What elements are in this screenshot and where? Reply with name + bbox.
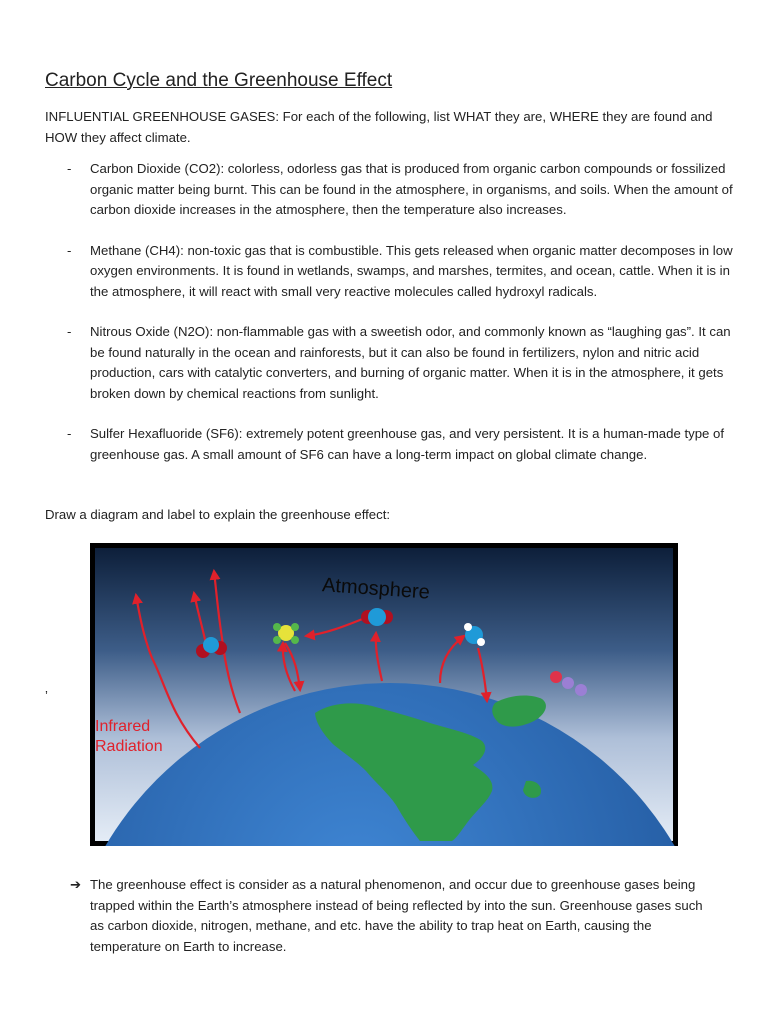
- list-item-n2o: [45, 322, 735, 404]
- list-item-ch4: [45, 241, 735, 303]
- gas-list: [45, 159, 735, 485]
- bullet-marker: -: [67, 426, 72, 441]
- conclusion-paragraph: [70, 875, 720, 957]
- list-item-sf6: [45, 424, 735, 465]
- bullet-marker: -: [67, 242, 72, 258]
- gas-description: Carbon Dioxide (CO2): colorless, odorless gas that is produced from organic carbon compounds or fossilized organic matter being burnt. This can be found in the atmosphere, in organisms, and soils. When the amount of carbon dioxide increases in the atmosphere, then the temperature also increases.: [90, 161, 733, 217]
- bullet-marker: -: [67, 324, 72, 339]
- co2-molecule-center: [361, 608, 393, 626]
- stray-apostrophe: ’: [45, 688, 48, 703]
- infrared-label-line1: Infrared: [95, 718, 151, 735]
- right-arrow-icon: ➔: [70, 877, 82, 892]
- gas-description: Nitrous Oxide (N2O): non-flammable gas with a sweetish odor, and commonly known as “laughing gas”. It can be found naturally in the ocean and rainforests, but it can also be found in fertilizers, nylon and nitric acid production, cars with catalytic converters, and burning of organic matter. When it is in the atmosphere, it gets broken down by chemical reactions from sunlight.: [90, 324, 731, 401]
- gas-description: Methane (CH4): non-toxic gas that is combustible. This gets released when organic matter decomposes in low oxygen environments. It is found in wetlands, swamps, and marshes, termites, and ocean, cattle. When it is in the atmosphere, it will react with small very reactive molecules called hydroxyl radicals.: [90, 242, 733, 299]
- gas-description: Sulfer Hexafluoride (SF6): extremely potent greenhouse gas, and very persistent. It is a human-made type of greenhouse gas. A small amount of SF6 can have a long-term impact on global climate change.: [90, 426, 725, 462]
- bullet-marker: -: [67, 161, 72, 176]
- greenhouse-diagram: [90, 543, 678, 846]
- page-title: Carbon Cycle and the Greenhouse Effect: [45, 70, 393, 91]
- conclusion-text: The greenhouse effect is consider as a natural phenomenon, and occur due to greenhouse gases being trapped within the Earth’s atmosphere instead of being reflected by into the sun. Greenhouse gases such as carbon dioxide, nitrogen, methane, and etc. have the ability to trap heat on Earth, causing the temperature on Earth to increase.: [90, 877, 703, 954]
- intro-paragraph: INFLUENTIAL GREENHOUSE GASES: For each of the following, list WHAT they are, WHERE they are found and HOW they affect climate.: [45, 109, 713, 145]
- list-item-co2: [45, 159, 735, 221]
- diagram-prompt: Draw a diagram and label to explain the greenhouse effect:: [45, 507, 391, 522]
- infrared-label-line2: Radiation: [95, 738, 163, 755]
- atmosphere-label: Atmosphere: [321, 574, 431, 604]
